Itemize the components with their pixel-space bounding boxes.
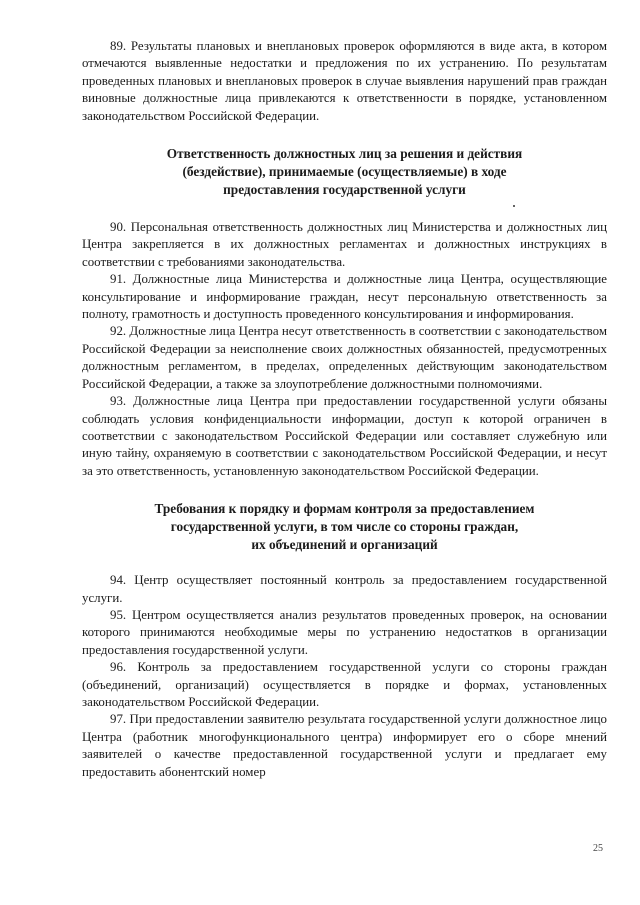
- heading-line: их объединений и организаций: [251, 537, 438, 553]
- heading-line: Ответственность должностных лиц за решения и действия: [166, 146, 523, 162]
- section-heading-control: [82, 500, 607, 554]
- heading-line: Требования к порядку и формам контроля за предоставлением: [154, 501, 535, 517]
- section-heading-responsibility: [82, 145, 607, 199]
- heading-line: государственной услуги, в том числе со стороны граждан,: [170, 519, 519, 535]
- paragraph-97: 97. При предоставлении заявителю результата государственной услуги должностное лицо Центра (работник многофункционального центра) информирует его о сборе мнений заявителей о качестве предоставленной государственной услуги и предлагает ему предоставить абонентский номер: [82, 712, 607, 779]
- paragraph-96: 96. Контроль за предоставлением государственной услуги со стороны граждан (объединений, организаций) осуществляется в порядке и формах, установленных законодательством Российской Федерации.: [82, 660, 607, 709]
- page-number: 25: [593, 843, 603, 854]
- paragraph-89: 89. Результаты плановых и внеплановых проверок оформляются в виде акта, в котором отмечаются выявленные недостатки и предложения по их устранению. По результатам проведенных плановых и внеплановых проверок в случае выявления нарушений прав граждан виновные должностные лица привлекаются к ответственности в порядке, установленном законодательством Российской Федерации.: [82, 39, 607, 123]
- paragraph-94: 94. Центр осуществляет постоянный контроль за предоставлением государственной услуги.: [82, 573, 607, 605]
- page-content: [82, 38, 607, 781]
- paragraph-93: 93. Должностные лица Центра при предоставлении государственной услуги обязаны соблюдать условия конфиденциальности информации, доступ к которой ограничен в соответствии с законодательством Российской Федерации или составляет служебную или иную тайну, охраняемую в соответствии с законодательством Российской Федерации, и несут за это ответственность, установленную законодательством Российской Федерации.: [82, 394, 607, 478]
- paragraph-92: 92. Должностные лица Центра несут ответственность в соответствии с законодательством Российской Федерации за неисполнение своих должностных обязанностей, предусмотренных должностным регламентом, в пределах, определенных действующим законодательством Российской Федерации, а также за злоупотребление должностными полномочиями.: [82, 324, 607, 391]
- paragraph-95: 95. Центром осуществляется анализ результатов проведенных проверок, на основании которого принимаются необходимые меры по устранению недостатков в организации предоставления государственной услуги.: [82, 607, 607, 657]
- paragraph-90: 90. Персональная ответственность должностных лиц Министерства и должностных лиц Центра закрепляется в их должностных регламентах и должностных инструкциях в соответствии с требованиями законодательства.: [82, 220, 607, 269]
- paragraph-91: 91. Должностные лица Министерства и должностные лица Центра, осуществляющие консультирование и информирование граждан, несут персональную ответственность за полноту, грамотность и доступность проведенного консультирования и информирования.: [82, 272, 607, 322]
- heading-line: (бездействие), принимаемые (осуществляемые) в ходе: [182, 164, 507, 180]
- heading-line: предоставления государственной услуги: [223, 182, 466, 198]
- scan-speck: [513, 205, 515, 207]
